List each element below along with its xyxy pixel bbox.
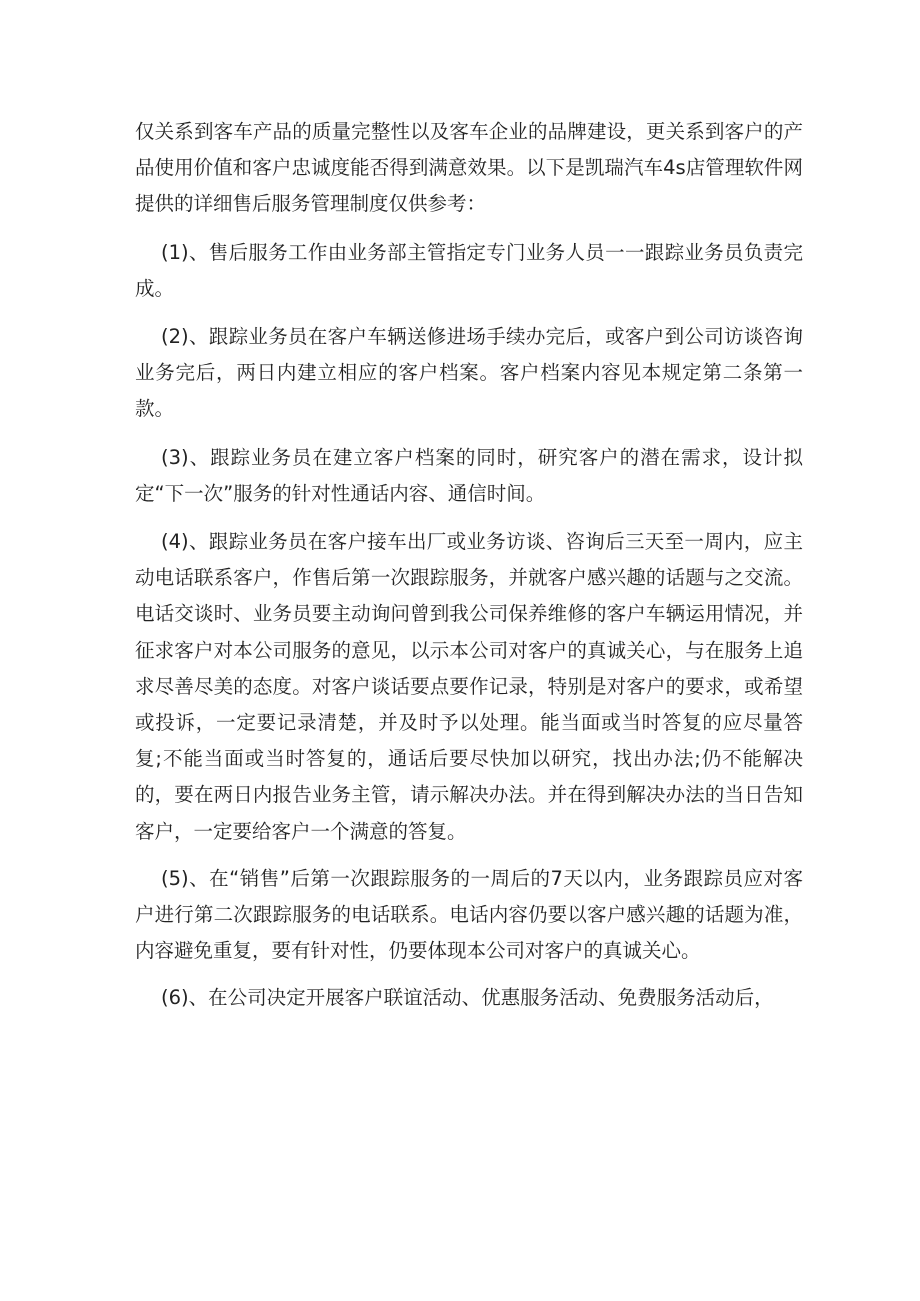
paragraph-item-3: (3)、跟踪业务员在建立客户档案的同时，研究客户的潜在需求，设计拟定“下一次”服务的针对性通话内容、通信时间。	[135, 445, 803, 505]
paragraph-item-5: (5)、在“销售”后第一次跟踪服务的一周后的7天以内，业务跟踪员应对客户进行第二次跟踪服务的电话联系。电话内容仍要以客户感兴趣的话题为准，内容避免重复，要有针对性，仍要体现本公司对客户的真诚关心。	[135, 866, 803, 963]
paragraph-item-2: (2)、跟踪业务员在客户车辆送修进场手续办完后，或客户到公司访谈咨询业务完后，两日内建立相应的客户档案。客户档案内容见本规定第二条第一款。	[135, 325, 803, 421]
paragraph-intro-continued: 仅关系到客车产品的质量完整性以及客车企业的品牌建设，更关系到客户的产品使用价值和客户忠诚度能否得到满意效果。以下是凯瑞汽车4s店管理软件网提供的详细售后服务管理制度仅供参考：	[135, 120, 803, 216]
paragraph-item-6: (6)、在公司决定开展客户联谊活动、优惠服务活动、免费服务活动后，	[161, 986, 774, 1010]
paragraph-item-4: (4)、跟踪业务员在客户接车出厂或业务访谈、咨询后三天至一周内，应主动电话联系客户，作售后第一次跟踪服务，并就客户感兴趣的话题与之交流。电话交谈时、业务员要主动询问曾到我公司保养维修的客户车辆运用情况，并征求客户对本公司服务的意见，以示本公司对客户的真诚关心，与在服务上追求尽善尽美的态度。对客户谈话要点要作记录，特别是对客户的要求，或希望或投诉，一定要记录清楚，并及时予以处理。能当面或当时答复的应尽量答复;不能当面或当时答复的，通话后要尽快加以研究，找出办法;仍不能解决的，要在两日内报告业务主管，请示解决办法。并在得到解决办法的当日告知客户，一定要给客户一个满意的答复。	[135, 530, 803, 843]
paragraph-item-1: (1)、售后服务工作由业务部主管指定专门业务人员一一跟踪业务员负责完成。	[135, 240, 803, 300]
document-body	[135, 114, 803, 1017]
